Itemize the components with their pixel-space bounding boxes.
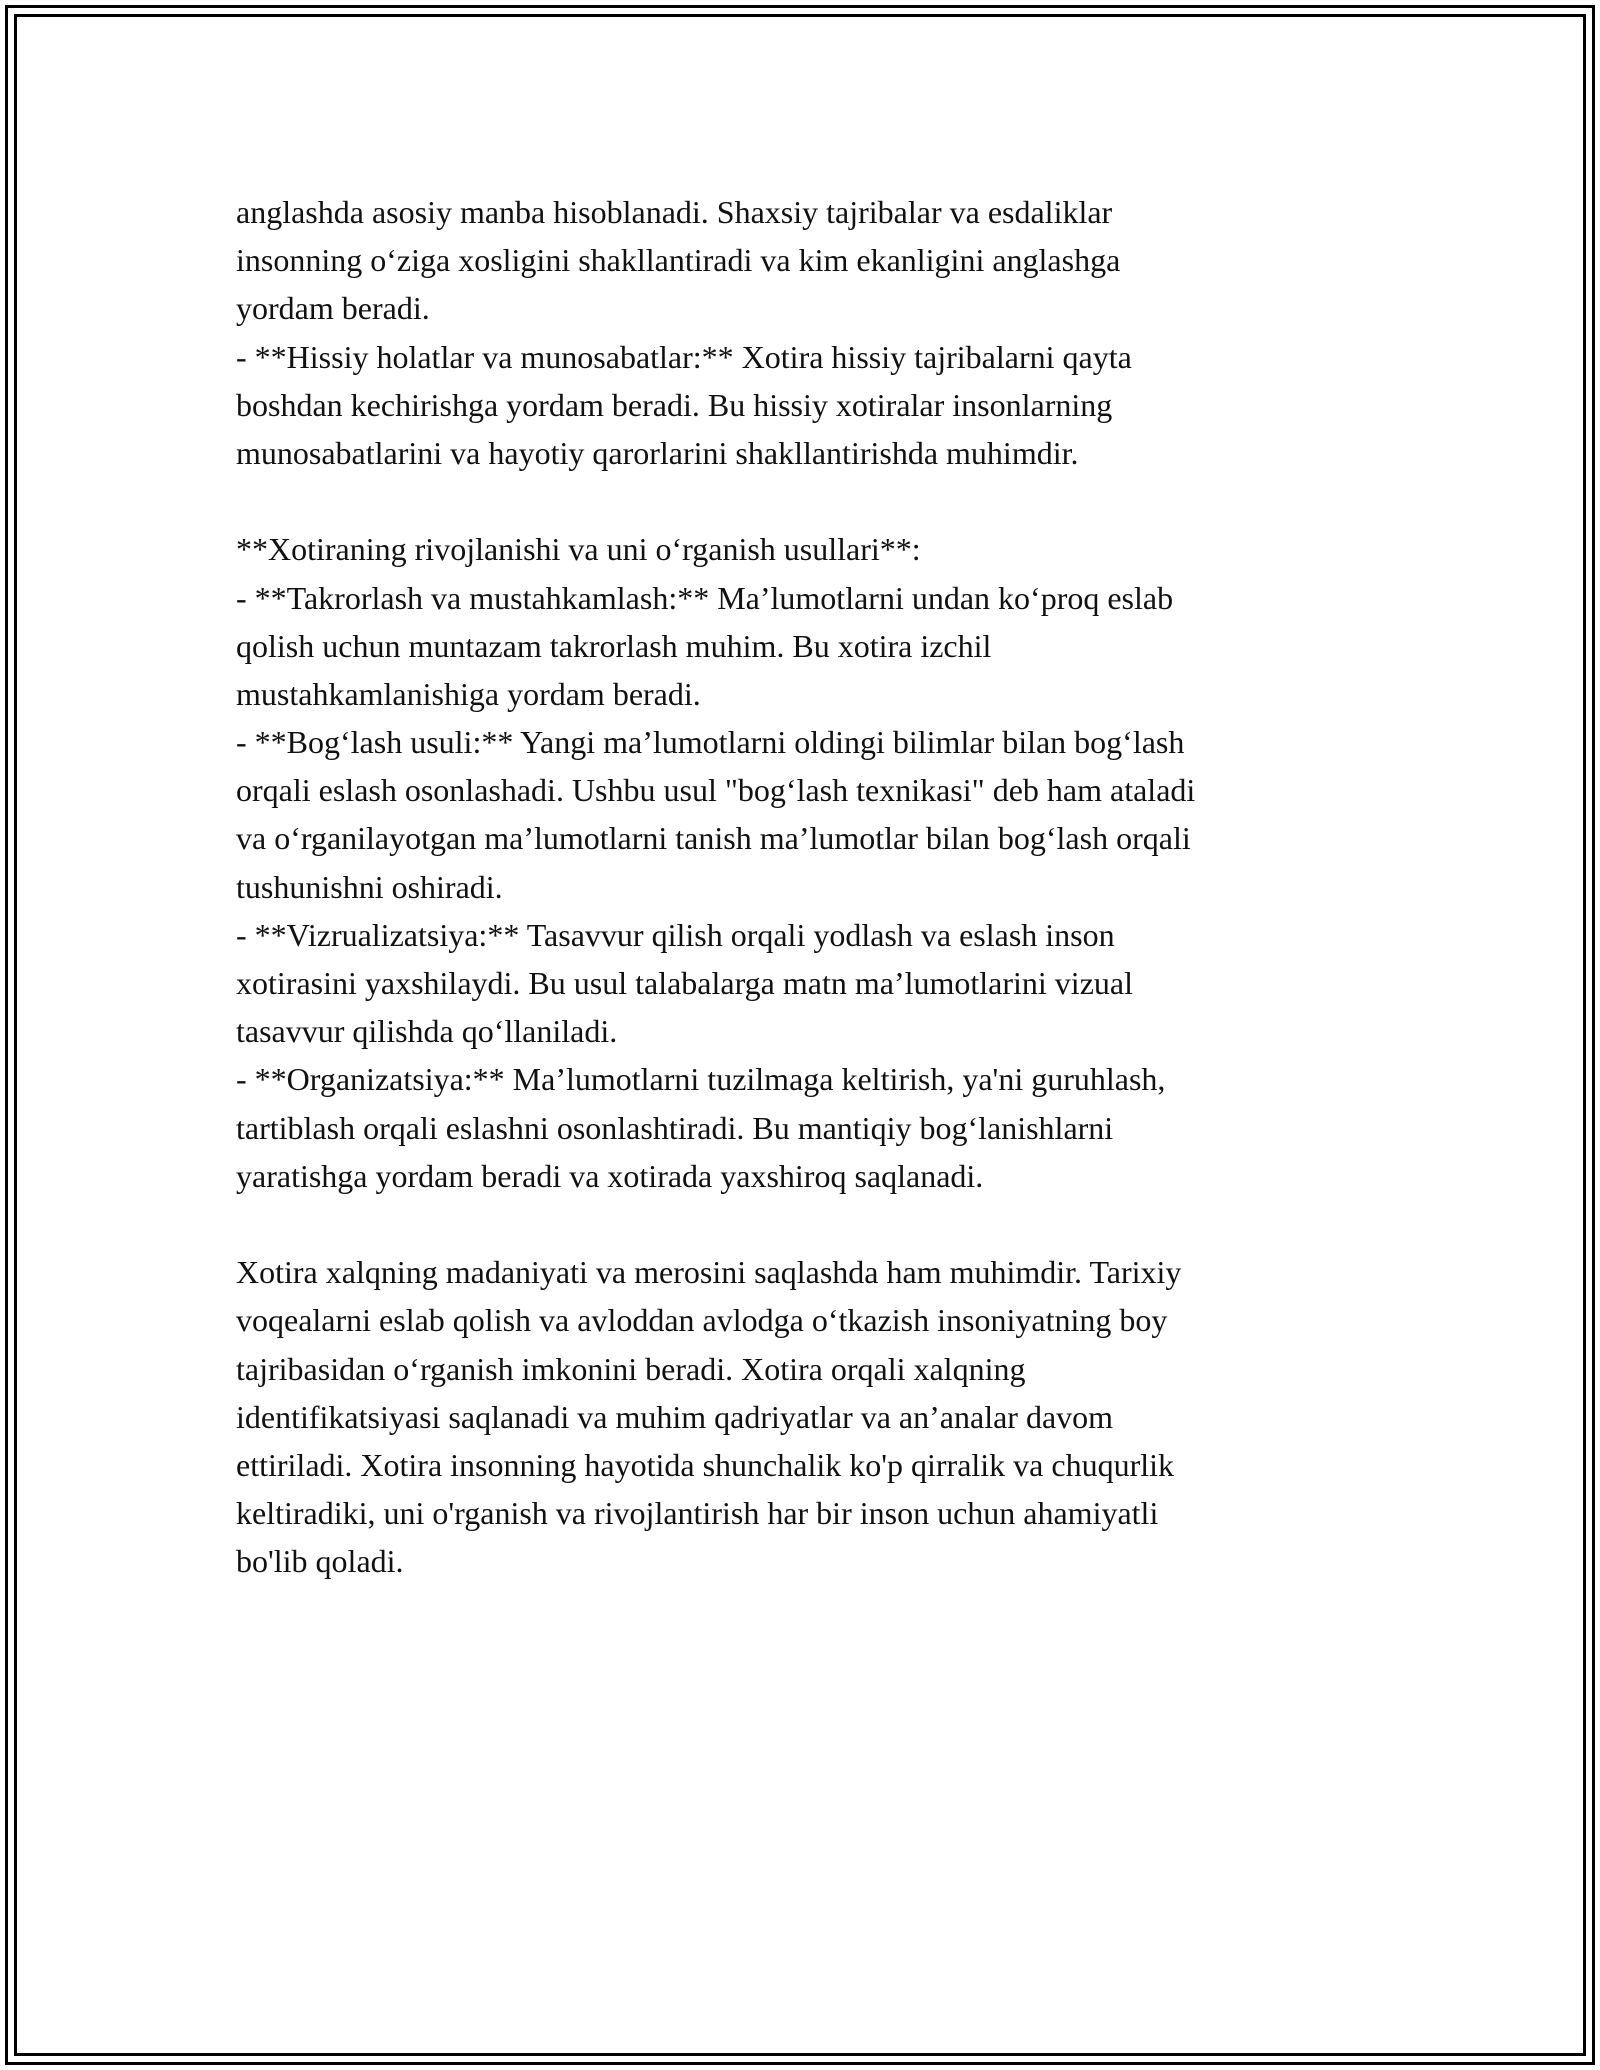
text-line: yaratishga yordam beradi va xotirada yaxshiroq saqlanadi. (236, 1157, 984, 1194)
paragraph-start: Xotira xalqning madaniyati va merosini saqlashda ham muhimdir. Tarixiy (236, 1254, 1182, 1291)
text-line: tushunishni oshiradi. (236, 868, 503, 905)
list-item-boglash: - **Bog‘lash usuli:** Yangi ma’lumotlarni oldingi bilimlar bilan bog‘lash (236, 724, 1185, 761)
text-line: boshdan kechirishga yordam beradi. Bu hissiy xotiralar insonlarning (236, 386, 1113, 423)
text-line: tasavvur qilishda qo‘llaniladi. (236, 1013, 618, 1050)
list-item-organizatsiya: - **Organizatsiya:** Ma’lumotlarni tuzilmaga keltirish, ya'ni guruhlash, (236, 1061, 1166, 1098)
document-body (236, 188, 1386, 1585)
text-line: va o‘rganilayotgan ma’lumotlarni tanish ma’lumotlar bilan bog‘lash orqali (236, 820, 1191, 857)
text-line: yordam beradi. (236, 290, 430, 327)
list-item-vizrualizatsiya: - **Vizrualizatsiya:** Tasavvur qilish orqali yodlash va eslash inson (236, 916, 1115, 953)
text-line: xotirasini yaxshilaydi. Bu usul talabalarga matn ma’lumotlarini vizual (236, 965, 1133, 1001)
text-line: orqali eslash osonlashadi. Ushbu usul "bog‘lash texnikasi" deb ham ataladi (236, 772, 1196, 809)
text-line: insonning o‘ziga xosligini shakllantiradi va kim ekanligini anglashga (236, 242, 1121, 279)
text-line: identifikatsiyasi saqlanadi va muhim qadriyatlar va an’analar davom (236, 1398, 1114, 1435)
text-line: tajribasidan o‘rganish imkonini beradi. Xotira orqali xalqning (236, 1350, 1026, 1387)
paragraph-gap (236, 477, 1386, 525)
text-line: voqealarni eslab qolish va avloddan avlodga o‘tkazish insoniyatning boy (236, 1302, 1168, 1339)
text-line: munosabatlarini va hayotiy qarorlarini shakllantirishda muhimdir. (236, 434, 1079, 471)
paragraph-gap (236, 1200, 1386, 1248)
text-line: keltiradiki, uni o'rganish va rivojlantirish har bir inson uchun ahamiyatli (236, 1495, 1159, 1532)
list-item-takrorlash: - **Takrorlash va mustahkamlash:** Ma’lumotlarni undan ko‘proq eslab (236, 579, 1174, 616)
text-line: ettiriladi. Xotira insonning hayotida shunchalik ko'p qirralik va chuqurlik (236, 1446, 1175, 1483)
section-heading: **Xotiraning rivojlanishi va uni o‘rganish usullari**: (236, 531, 921, 568)
text-line: anglashda asosiy manba hisoblanadi. Shaxsiy tajribalar va esdaliklar (236, 194, 1113, 230)
text-line: mustahkamlanishiga yordam beradi. (236, 675, 701, 712)
text-line: bo'lib qoladi. (236, 1543, 404, 1580)
list-item-hissiy-holatlar: - **Hissiy holatlar va munosabatlar:** Xotira hissiy tajribalarni qayta (236, 338, 1132, 375)
text-line: tartiblash orqali eslashni osonlashtiradi. Bu mantiqiy bog‘lanishlarni (236, 1109, 1114, 1146)
text-line: qolish uchun muntazam takrorlash muhim. Bu xotira izchil (236, 627, 992, 664)
